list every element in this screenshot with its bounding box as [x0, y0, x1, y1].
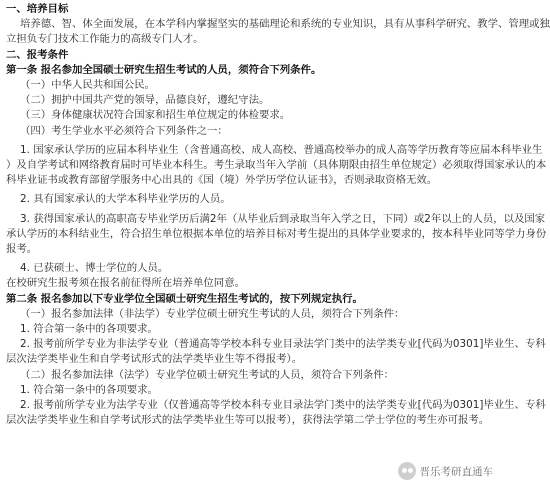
list-item: （四）考生学业水平必须符合下列条件之一：	[20, 124, 228, 137]
paragraph-line: 2. 报考前所学专业为法学专业（仅普通高等学校本科专业目录法学门类中的法学类专业[代码为0301]毕业生、专科	[20, 399, 546, 412]
list-item: 1. 符合第一条中的各项要求。	[20, 323, 158, 336]
paragraph-line: ）及自学考试和网络教育届时可毕业本科生。考生录取当年入学前（具体期限由招生单位规定）必须取得国家承认的本	[6, 159, 547, 172]
paragraph-line: 层次法学类毕业生和自学考试形式的法学类毕业生等不得报考）。	[6, 353, 303, 366]
section-heading-conditions: 二、报考条件	[6, 48, 69, 61]
paragraph-line: 层次法学类毕业生和自学考试形式的法学类毕业生等可以报考），获得法学第二学士学位的考生亦可报考。	[6, 414, 490, 427]
list-item: （一）中华人民共和国公民。	[20, 79, 156, 92]
list-item: （二）报名参加法律（法学）专业学位硕士研究生考试的人员，须符合下列条件：	[20, 368, 395, 381]
paragraph-line: 立担负专门技术工作能力的高级专门人才。	[6, 33, 204, 46]
paragraph-line: 2. 具有国家承认的大学本科毕业学历的人员。	[20, 193, 231, 206]
paragraph-line: 培养德、智、体全面发展，在本学科内掌握坚实的基础理论和系统的专业知识，具有从事科学研究、教学、管理或独	[20, 18, 550, 31]
paragraph-line: 承认学历的本科结业生，符合招生单位根据本单位的培养目标对考生提出的具体学业要求的，按本科毕业同等学力身份	[6, 227, 547, 240]
article-one-heading: 第一条 报名参加全国硕士研究生招生考试的人员，须符合下列条件。	[6, 63, 322, 76]
paragraph-line: 2. 报考前所学专业为非法学专业（普通高等学校本科专业目录法学门类中的法学类专业[代码为0301]毕业生、专科	[20, 338, 546, 351]
paragraph-line: 报考。	[6, 243, 38, 256]
wechat-icon	[398, 462, 416, 480]
list-item: 1. 符合第一条中的各项要求。	[20, 383, 158, 396]
list-item: （一）报名参加法律（非法学）专业学位硕士研究生考试的人员，须符合下列条件：	[20, 307, 405, 320]
section-heading-goal: 一、培养目标	[6, 3, 69, 15]
paragraph-line: 3. 获得国家承认的高职高专毕业学历后满2年（从毕业后到录取当年入学之日，下同）或2年以上的人员，以及国家	[20, 212, 546, 225]
list-item: （二）拥护中国共产党的领导，品德良好，遵纪守法。	[20, 94, 270, 107]
article-two-heading: 第二条 报名参加以下专业学位全国硕士研究生招生考试的，按下列规定执行。	[6, 292, 363, 305]
list-item: （三）身体健康状况符合国家和招生单位规定的体检要求。	[20, 109, 291, 122]
watermark-text: 晋乐考研直通车	[419, 465, 493, 478]
paragraph-line: 科毕业证书或教育部留学服务中心出具的《国（境）外学历学位认证书》，否则录取资格无效。	[6, 174, 438, 187]
paragraph-line: 1. 国家承认学历的应届本科毕业生（含普通高校、成人高校、普通高校举办的成人高等学历教育等应届本科毕业生	[20, 143, 543, 156]
watermark	[398, 462, 494, 480]
paragraph-line: 4. 已获硕士、博士学位的人员。	[20, 262, 169, 275]
paragraph-line: 在校研究生报考须在报名前征得所在培养单位同意。	[6, 277, 245, 290]
